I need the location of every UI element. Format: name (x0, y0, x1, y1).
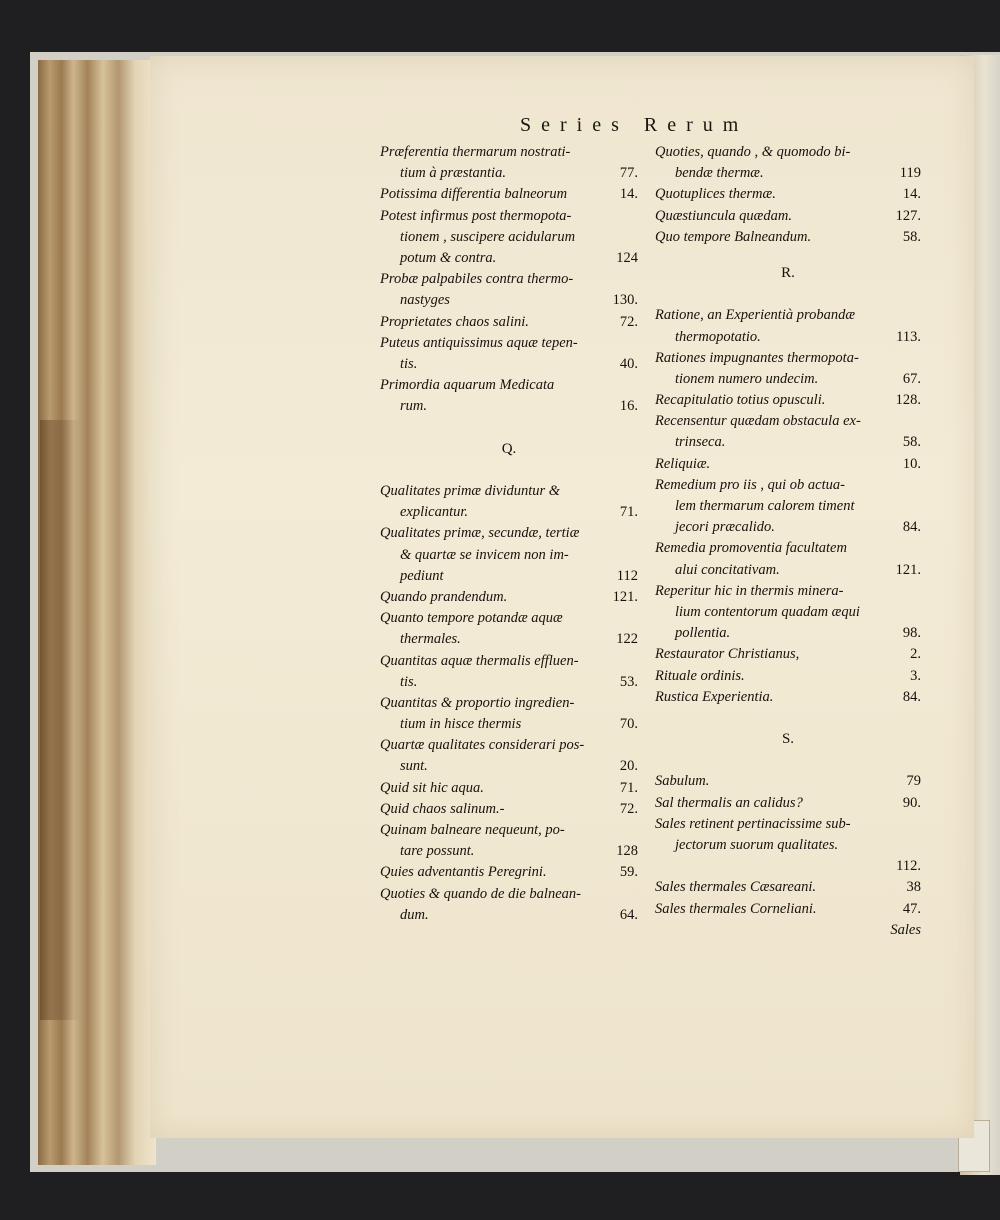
entry-text: Reperitur hic in thermis minera- (655, 582, 844, 599)
index-entry (655, 454, 921, 475)
index-entry (380, 608, 638, 650)
spacer (655, 248, 921, 263)
entry-text: Quotuplices thermæ. (655, 186, 776, 203)
index-entry (655, 142, 921, 184)
catchword: Sales (890, 921, 921, 938)
entry-text: Quartæ qualitates considerari pos- (380, 737, 585, 754)
entry-text: explicantur. (400, 504, 469, 521)
page-number: 71. (619, 779, 638, 796)
spacer (380, 460, 638, 481)
entry-text: Remedium pro iis , qui ob actua- (655, 476, 845, 493)
index-entry (655, 538, 921, 580)
page-number: 121. (895, 561, 921, 578)
index-entry (380, 799, 638, 820)
page-number: 84. (902, 519, 921, 536)
spacer (655, 708, 921, 729)
page-number: 130. (612, 292, 638, 309)
page-number: 64. (619, 906, 638, 923)
entry-text: Probæ palpabiles contra thermo- (380, 271, 574, 288)
index-entry (655, 411, 921, 453)
page-number: 77. (619, 165, 638, 182)
page-number: 119 (899, 165, 921, 182)
entry-text: potum & contra. (400, 249, 497, 266)
entry-text: tionem , suscipere acidularum (400, 228, 576, 245)
page-number: 14. (619, 186, 638, 203)
entry-text: Qualitates primæ, secundæ, tertiæ (380, 525, 580, 542)
index-entry (655, 206, 921, 227)
entry-text: Potest infirmus post thermopota- (380, 207, 572, 224)
entry-text: Præferentia thermarum nostrati- (380, 144, 571, 160)
entry-text: Sales thermales Cæsareani. (655, 879, 816, 896)
entry-text: Quæstiuncula quædam. (655, 207, 792, 224)
entry-text: Recapitulatio totius opusculi. (655, 392, 826, 409)
page-number: 84. (902, 688, 921, 705)
entry-text: Quid chaos salinum.- (380, 800, 505, 817)
index-entry (380, 693, 638, 735)
entry-text: Rituale ordinis. (655, 667, 745, 684)
page-number: 40. (619, 355, 638, 372)
index-entry (655, 687, 921, 708)
page-number: 72. (619, 800, 638, 817)
section-letter: Q. (501, 440, 517, 457)
entry-text: Potissima differentia balneorum (380, 186, 568, 203)
page-number: 16. (619, 398, 638, 415)
entry-text: lium contentorum quadam æqui (675, 603, 860, 620)
index-entry (655, 899, 921, 920)
entry-text: Quid sit hic aqua. (380, 779, 484, 796)
index-entry (655, 390, 921, 411)
entry-text: Ratione, an Experientià probandæ (655, 307, 856, 324)
index-entry (380, 735, 638, 777)
entry-text: Remedia promoventia facultatem (655, 540, 847, 557)
entry-text: tium à præstantia. (400, 165, 506, 182)
page-number: 38 (906, 879, 921, 896)
index-entry (655, 184, 921, 205)
index-column-left (380, 142, 638, 926)
entry-text: rum. (400, 398, 427, 415)
entry-text: Proprietates chaos salini. (380, 313, 529, 330)
entry-text: tis. (400, 355, 418, 372)
entry-text: tionem numero undecim. (675, 370, 819, 387)
entry-text: tium in hisce thermis (400, 716, 522, 733)
entry-text: thermales. (400, 631, 461, 648)
page-number: 112. (896, 858, 921, 875)
section-letter: S. (781, 731, 795, 748)
spacer (655, 284, 921, 305)
page-number: 58. (902, 228, 921, 245)
index-entry (655, 814, 921, 878)
entry-text: Restaurator Christianus, (655, 646, 800, 663)
page-number: 98. (902, 625, 921, 642)
entry-text: Puteus antiquissimus aquæ tepen- (380, 334, 578, 351)
entry-text: sunt. (400, 758, 428, 775)
entry-text: lem thermarum calorem timent (675, 498, 855, 514)
page-number: 90. (902, 794, 921, 811)
page-number: 122 (616, 631, 638, 648)
spacer (655, 750, 921, 771)
entry-text: jectorum suorum qualitates. (675, 837, 839, 853)
index-entry (380, 820, 638, 862)
entry-text: Quoties, quando , & quomodo bi- (655, 144, 851, 160)
entry-text: pollentia. (675, 625, 731, 642)
index-entry (655, 475, 921, 539)
page-number: 128 (616, 843, 638, 860)
entry-text: Sales retinent pertinacissime sub- (655, 815, 851, 832)
entry-text: Quantitas aquæ thermalis effluen- (380, 652, 579, 669)
entry-text: thermopotatio. (675, 328, 761, 345)
entry-text: nastyges (400, 292, 450, 309)
page-number: 10. (902, 455, 921, 472)
index-entry (380, 375, 638, 417)
page-number: 71. (619, 504, 638, 521)
entry-text: Qualitates primæ dividuntur & (380, 483, 561, 499)
index-entry (380, 333, 638, 375)
index-entry (655, 771, 921, 792)
index-entry (655, 877, 921, 898)
index-entry (655, 305, 921, 347)
entry-text: dum. (400, 906, 429, 923)
index-entry (380, 142, 638, 184)
index-entry (655, 581, 921, 645)
entry-text: bendæ thermæ. (675, 165, 764, 182)
entry-text: tis. (400, 673, 418, 690)
index-entry (380, 184, 638, 205)
page-number: 128. (895, 392, 921, 409)
page-edge-shadow (40, 420, 80, 1020)
entry-text: Quo tempore Balneandum. (655, 228, 812, 245)
index-entry (380, 778, 638, 799)
page-number: 20. (619, 758, 638, 775)
page-number: 14. (902, 186, 921, 203)
index-column-right (655, 142, 921, 941)
entry-text: Reliquiæ. (655, 455, 711, 472)
section-letter: R. (781, 264, 795, 281)
entry-text: Rationes impugnantes thermopota- (655, 349, 859, 366)
index-entry (380, 206, 638, 270)
index-entry (380, 269, 638, 311)
page-number: 124 (616, 249, 638, 266)
index-entry (655, 227, 921, 248)
entry-text: Rustica Experientia. (655, 688, 774, 705)
page-number: 47. (902, 900, 921, 917)
entry-text: pediunt (400, 567, 444, 584)
entry-text: tare possunt. (400, 843, 475, 860)
page-number: 79 (906, 773, 921, 790)
entry-text: Quoties & quando de die balnean- (380, 885, 581, 902)
entry-text: Quies adventantis Peregrini. (380, 864, 547, 881)
entry-text: Recensentur quædam obstacula ex- (655, 413, 861, 430)
entry-text: Primordia aquarum Medicata (380, 377, 555, 394)
index-entry (655, 348, 921, 390)
page-number: 67. (902, 370, 921, 387)
entry-text: Quantitas & proportio ingredien- (380, 694, 575, 711)
index-entry (655, 666, 921, 687)
index-entry (380, 884, 638, 926)
running-header: Series Rerum (520, 114, 749, 136)
entry-text: alui concitativam. (675, 561, 780, 578)
entry-text: Quinam balneare nequeunt, po- (380, 822, 565, 838)
index-entry (655, 793, 921, 814)
entry-text: Sabulum. (655, 773, 710, 790)
page-number: 121. (612, 588, 638, 605)
page-number: 53. (619, 673, 638, 690)
entry-text: jecori præcalido. (675, 519, 775, 536)
index-entry (380, 587, 638, 608)
page-number: 70. (619, 716, 638, 733)
entry-text: Sal thermalis an calidus? (655, 794, 803, 811)
page-number: 3. (910, 667, 921, 684)
index-entry (380, 523, 638, 587)
entry-text: trinseca. (675, 434, 726, 451)
page-number: 72. (619, 313, 638, 330)
spacer (380, 417, 638, 438)
entry-text: Sales thermales Corneliani. (655, 900, 817, 917)
entry-text: Quanto tempore potandæ aquæ (380, 610, 563, 627)
page-number: 58. (902, 434, 921, 451)
index-entry (655, 644, 921, 665)
index-entry (380, 312, 638, 333)
page-number: 127. (895, 207, 921, 224)
entry-text: Quando prandendum. (380, 588, 508, 605)
entry-text: & quartæ se invicem non im- (400, 546, 569, 563)
index-entry (380, 481, 638, 523)
page-number: 59. (619, 864, 638, 881)
index-entry (380, 862, 638, 883)
page-number: 113. (896, 328, 921, 345)
index-entry (380, 651, 638, 693)
page-number: 2. (910, 646, 921, 663)
page-number: 112 (616, 567, 638, 584)
